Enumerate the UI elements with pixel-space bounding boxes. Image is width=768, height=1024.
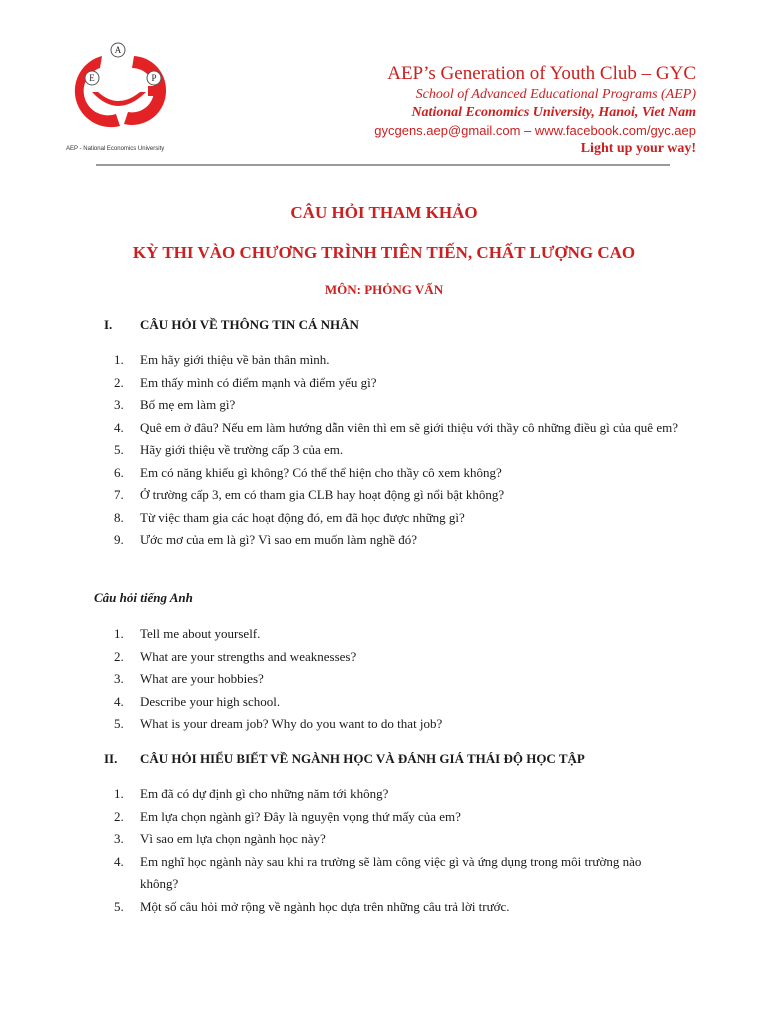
club-name: AEP’s Generation of Youth Club – GYC (387, 63, 696, 84)
list-item: 5. What is your dream job? Why do you want to do that job? (114, 716, 443, 731)
section-2-number: II. (104, 751, 118, 766)
header-block (374, 62, 696, 158)
gyc-logo-mark (62, 42, 174, 134)
list-item: 1. Tell me about yourself. (114, 626, 261, 641)
list-item: 9. Ước mơ của em là gì? Vì sao em muốn làm nghề đó? (114, 532, 418, 547)
slogan: Light up your way! (580, 141, 696, 156)
list-item: 6. Em có năng khiếu gì không? Có thể thể hiện cho thầy cô xem không? (114, 464, 502, 480)
university-name: National Economics University, Hanoi, Viet Nam (411, 105, 696, 120)
section-1-questions (104, 349, 680, 552)
list-item: 1. Em hãy giới thiệu về bản thân mình. (114, 352, 330, 367)
list-item: 3. Bố mẹ em làm gì? (114, 397, 236, 412)
english-questions-heading: Câu hỏi tiếng Anh (94, 590, 193, 605)
section-2-heading (104, 751, 585, 767)
subject-title: MÔN: PHỎNG VẤN (324, 282, 444, 297)
list-item: 3. What are your hobbies? (114, 671, 264, 686)
section-1-title: CÂU HỎI VỀ THÔNG TIN CÁ NHÂN (140, 317, 359, 332)
list-item: 1. Em đã có dự định gì cho những năm tới không? (114, 786, 389, 801)
list-item: 8. Từ việc tham gia các hoạt động đó, em đã học được những gì? (114, 509, 465, 525)
section-2-questions (104, 783, 680, 918)
list-item: 7. Ở trường cấp 3, em có tham gia CLB hay hoạt động gì nổi bật không? (114, 487, 505, 502)
logo-caption: AEP - National Economics University (66, 146, 165, 152)
section-1-heading (104, 317, 359, 333)
list-item: 2. Em thấy mình có điểm mạnh và điểm yếu gì? (114, 374, 377, 390)
gyc-logo (62, 42, 174, 134)
list-item: 3. Vì sao em lựa chọn ngành học này? (114, 831, 326, 846)
list-item: 4. Describe your high school. (114, 693, 281, 709)
logo-letter-e: E (89, 73, 95, 83)
section-1-number: I. (104, 317, 113, 332)
list-item: 4. Em nghĩ học ngành này sau khi ra trường sẽ làm công việc gì và ứng dụng trong môi trường nào không? (114, 853, 642, 891)
header-divider (96, 164, 670, 166)
english-questions (104, 623, 680, 736)
list-item: 5. Một số câu hỏi mở rộng về ngành học dựa trên những câu trả lời trước. (114, 898, 510, 914)
logo-letter-a: A (114, 45, 122, 55)
logo-letter-p: P (151, 73, 157, 83)
exam-title: KỲ THI VÀO CHƯƠNG TRÌNH TIÊN TIẾN, CHẤT LƯỢNG CAO (132, 243, 636, 262)
list-item: 2. What are your strengths and weaknesses? (114, 648, 357, 664)
section-2-title: CÂU HỎI HIỂU BIẾT VỀ NGÀNH HỌC VÀ ĐÁNH GIÁ THÁI ĐỘ HỌC TẬP (140, 751, 585, 766)
document-title: CÂU HỎI THAM KHẢO (290, 203, 478, 222)
contact-info[interactable]: gycgens.aep@gmail.com – www.facebook.com/gyc.aep (374, 123, 696, 138)
list-item: 2. Em lựa chọn ngành gì? Đây là nguyện vọng thứ mấy của em? (114, 808, 461, 824)
list-item: 4. Quê em ở đâu? Nếu em làm hướng dẫn viên thì em sẽ giới thiệu với thầy cô những điều gì của quê em? (114, 419, 678, 435)
list-item: 5. Hãy giới thiệu về trường cấp 3 của em. (114, 442, 344, 457)
school-name: School of Advanced Educational Programs (AEP) (415, 87, 696, 102)
